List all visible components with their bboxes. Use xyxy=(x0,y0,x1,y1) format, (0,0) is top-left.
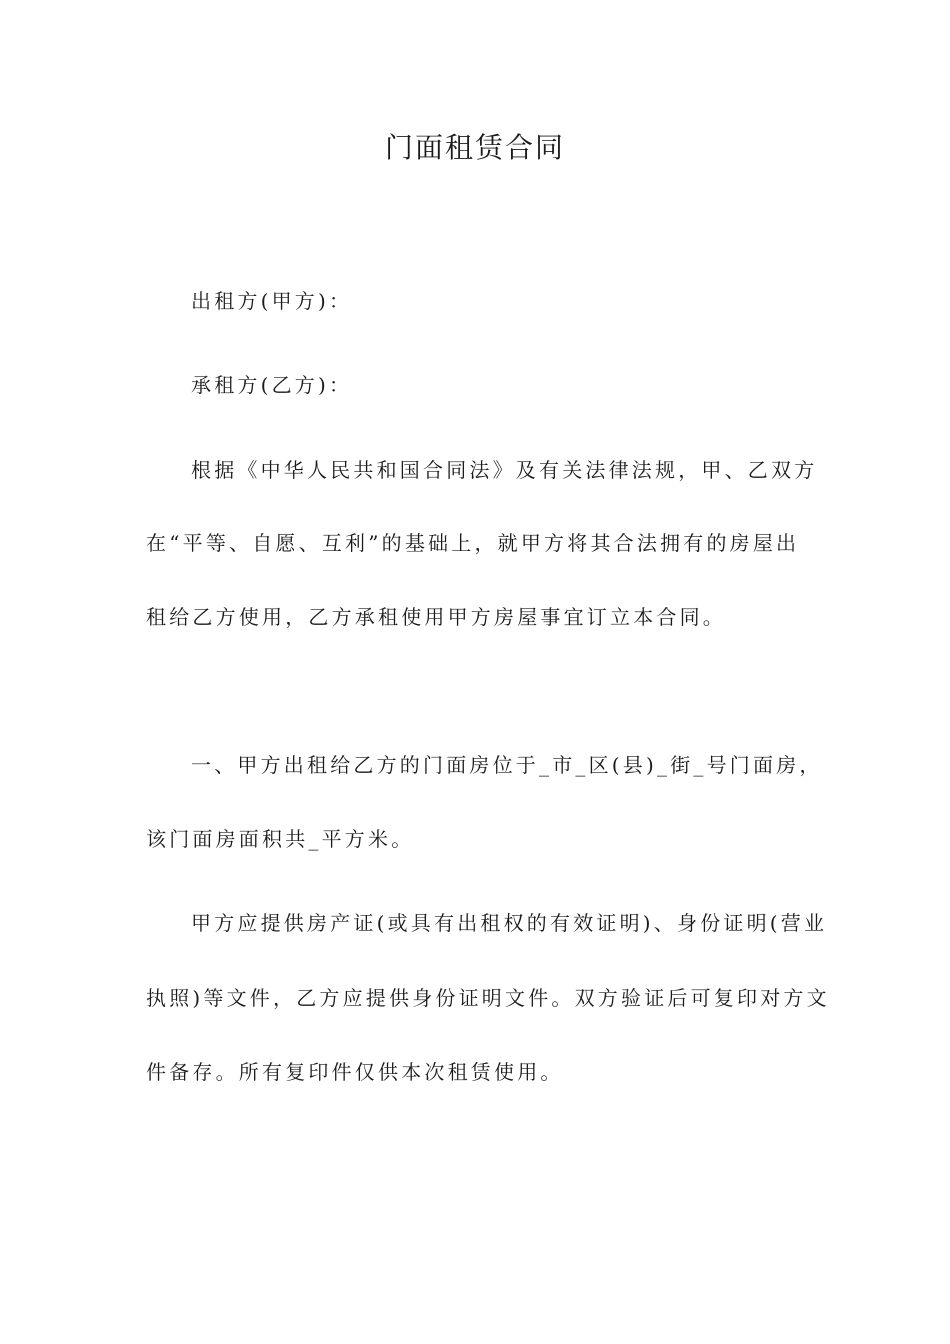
preamble-line-2: 在“平等、自愿、互利”的基础上，就甲方将其合法拥有的房屋出 xyxy=(146,531,800,555)
document-title: 门面租赁合同 xyxy=(384,131,565,164)
preamble-line-1: 根据《中华人民共和国合同法》及有关法律法规，甲、乙双方 xyxy=(191,458,818,482)
clause-1-docs-line-2: 执照)等文件，乙方应提供身份证明文件。双方验证后可复印对方文 xyxy=(146,986,830,1010)
lessee-label: 承租方(乙方)： xyxy=(191,373,353,397)
clause-1-line-2: 该门面房面积共_平方米。 xyxy=(146,827,415,851)
lessor-label: 出租方(甲方)： xyxy=(191,289,353,313)
clause-1-docs-line-3: 件备存。所有复印件仅供本次租赁使用。 xyxy=(146,1060,564,1084)
clause-1-docs-line-1: 甲方应提供房产证(或具有出租权的有效证明)、身份证明(营业 xyxy=(191,911,828,935)
clause-1-line-1: 一、甲方出租给乙方的门面房位于_市_区(县)_街_号门面房， xyxy=(191,753,823,777)
preamble-line-3: 租给乙方使用，乙方承租使用甲方房屋事宜订立本合同。 xyxy=(146,605,726,629)
